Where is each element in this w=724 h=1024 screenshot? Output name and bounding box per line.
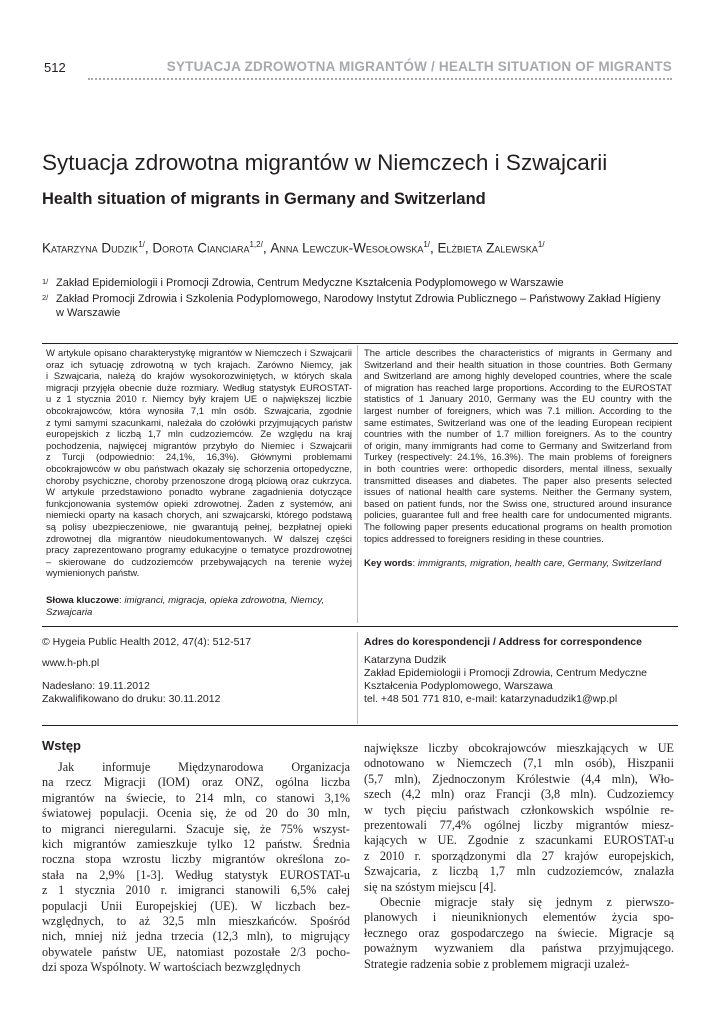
abstract-divider — [357, 345, 358, 623]
affiliation-mark: 2/ — [42, 293, 49, 302]
affiliation-text: Zakład Epidemiologii i Promocji Zdrowia, Centrum Medyczne Kształcenia Podyplomowego w Warszawie — [56, 277, 564, 289]
text-line: of origin, many immigrants had come to Germany and Switzerland from — [364, 439, 672, 451]
affiliation-mark: 1/ — [42, 277, 49, 286]
correspondence-contact: tel. +48 501 771 810, e-mail: katarzynadudzik1@wp.pl — [364, 693, 618, 705]
text-line: (5,7 mln), Zjednoczonym Królestwie (4,4 mln), Wło- — [364, 771, 674, 786]
section-heading: Wstęp — [42, 738, 81, 753]
text-line: countries with the number of 1.7 million foreigners. As to the country — [364, 428, 672, 440]
text-line: to migranci nieregularni. Szacuje się, że 75% wszyst- — [42, 821, 350, 836]
abstract-polish — [46, 347, 352, 579]
text-line: na rzecz Migracji (IOM) oraz ONZ, ogólna liczba — [42, 775, 350, 790]
correspondence-heading: Adres do korespondencji / Address for correspondence — [364, 636, 642, 648]
text-line: się na szóstym miejscu [4]. — [364, 879, 497, 894]
text-line: populacji Unii Europejskiej (UE). W liczbach bez- — [42, 898, 350, 913]
keywords-english: Key words: immigrants, migration, health care, Germany, Switzerland — [364, 558, 662, 569]
author-name: Dorota Cianciara — [152, 240, 250, 256]
text-line: Jak informuje Międzynarodowa Organizacja — [58, 760, 350, 774]
text-line: w tych pięciu państwach członkowskich wspólnie re- — [364, 802, 674, 817]
text-line: Turkey (respectively: 24.1%, 16.3%). The main problems of foreigners — [364, 451, 672, 463]
body-column-right — [364, 741, 674, 972]
text-line: obcokrajowców w obu państwach okazały się schorzenia ortopedyczne, — [46, 462, 352, 474]
text-line: stała na 2,9% [1-3]. Według statystyk EUROSTAT-u — [42, 867, 350, 882]
text-line: u z 1 stycznia 2010 r. Niemcy były krajem UE o największej liczbie — [46, 393, 352, 405]
correspondence-info — [364, 636, 680, 706]
text-line: W artykule opisano charakterystykę migrantów w Niemczech i Szwajcarii — [46, 347, 352, 358]
text-line: względnych, to aż 32,5 mln mieszkańców. Spośród — [42, 914, 350, 929]
text-line: planowych i nieuniknionych elementów życia spo- — [364, 910, 674, 925]
title-english: Health situation of migrants in Germany and Switzerland — [42, 190, 486, 208]
text-line: z tymi samymi szacunkami, należała do czołówki przyjmujących państw — [46, 416, 352, 428]
text-line: łecznego oraz gospodarczego na świecie. Migracje są — [364, 925, 674, 940]
text-line: issues of national health care systems. Neither the Germany system, — [364, 486, 672, 498]
text-line: funkcjonowania systemów opieki zdrowotnej. Żaden z systemów, ani — [46, 497, 352, 509]
page-number: 512 — [44, 60, 66, 75]
text-line: największe liczby obcokrajowców mieszkających w UE — [364, 741, 674, 755]
text-line: in both countries were: orthopedic disorders, mental illness, sexually — [364, 462, 672, 474]
author-name: Katarzyna Dudzik — [42, 240, 139, 256]
title-polish: Sytuacja zdrowotna migrantów w Niemczech i Szwajcarii — [42, 150, 608, 175]
text-line: topics addressed to foreigners residing in these countries. — [364, 532, 604, 544]
keywords-polish: Słowa kluczowe: imigranci, migracja, opieka zdrowotna, Niemcy, Szwajcaria — [46, 595, 325, 618]
correspondence-name: Katarzyna Dudzik — [364, 654, 447, 666]
text-line: dzi spoza Wspólnoty. W wartościach bezwzględnych — [42, 960, 301, 975]
author-name: Anna Lewczuk-Wesołowska — [270, 240, 424, 256]
text-line: Obecnie migracje stały się jednym z pierwszo- — [380, 895, 674, 910]
accepted-date: Zakwalifikowano do druku: 30.11.2012 — [42, 693, 221, 705]
text-line: i Szwajcaria, należą do krajów wysokorozwiniętych, w których skala — [46, 370, 352, 382]
text-line: of migration has reached large proportions. According to the EUROSTAT — [364, 381, 672, 393]
text-line: nich, mniej niż jedna trzecia (12,3 mln), to migrujący — [42, 929, 350, 944]
info-bottom-rule — [42, 725, 678, 726]
keywords-label: Key words — [364, 558, 413, 569]
text-line: Switzerland and their health situation in those countries. Both Germany — [364, 358, 672, 370]
text-line: z Turcji (odpowiednio: 24,1%, 16,3%). Głównymi problemami — [46, 451, 352, 463]
journal-website[interactable]: www.h-ph.pl — [42, 657, 100, 669]
text-line: roczna stopa wzrostu liczby migrantów określona zo- — [42, 852, 350, 867]
text-line: largest number of foreigners, which was 7.1 million. According to the — [364, 404, 672, 416]
author-affiliation-mark: 1/ — [423, 240, 431, 249]
text-line: transmitted diseases and diabetes. The paper also presents selected — [364, 474, 672, 486]
text-line: migrantów na świecie, to 214 mln, co stanowi 3,1% — [42, 790, 350, 805]
text-line: światowej populacji. Ocenia się, że od 20 do 30 mln, — [42, 806, 350, 821]
text-line: poważnym wyzwaniem dla państwa przyjmującego. — [364, 941, 674, 956]
text-line: z 2010 r. sporządzonymi dla 27 krajów europejskich, — [364, 848, 674, 863]
text-line: and Switzerland are among highly developed countries, where the scale — [364, 370, 672, 382]
publication-info — [42, 636, 342, 706]
abstract-english — [364, 347, 672, 544]
text-line: W artykule przedstawiono ponadto wybrane zagadnienia dotyczące — [46, 486, 352, 498]
author-separator: , — [430, 240, 438, 256]
author-affiliation-mark: 1/ — [537, 240, 545, 249]
text-line: The following paper presents educational programs on health promotion — [364, 520, 672, 532]
text-line: based on patient funds, nor the Swiss one, structured around insurance — [364, 497, 672, 509]
text-line: pracy zaprezentowano programy edukacyjne o tematyce prozdrowotnej — [46, 544, 352, 556]
text-line: Strategie radzenia sobie z problemem migracji uzależ- — [364, 956, 630, 971]
text-line: The article describes the characteristics of migrants in Germany and — [364, 347, 672, 358]
text-line: niemiecki oparty na kasach chorych, ani szwajcarski, którego podstawą — [46, 509, 352, 521]
author-separator: , — [144, 240, 153, 256]
page-header — [44, 58, 672, 78]
keywords-label: Słowa kluczowe — [46, 595, 120, 606]
text-line: same estimates, Switzerland was one of the leading European recipient — [364, 416, 672, 428]
text-line: oraz ich sytuację zdrowotną w tych krajach. Zarówno Niemcy, jak — [46, 358, 352, 370]
text-line: z 1 stycznia 2010 r. imigranci stanowili 6,5% całej — [42, 883, 350, 898]
text-line: choroby psychiczne, choroby przenoszone drogą płciową oraz cukrzyca. — [46, 474, 352, 486]
text-line: kich migrantów zamieszkuje tylko 12 państw. Średnia — [42, 837, 350, 852]
correspondence-address: Zakład Epidemiologii i Promocji Zdrowia, Centrum Medyczne — [364, 667, 648, 679]
author-affiliation-mark: 1/ — [138, 240, 145, 249]
text-line: statistics of 1 January 2010, Germany was the EU country with the — [364, 393, 672, 405]
text-line: są polisy ubezpieczeniowe, nie gwarantują pełnej, bezpłatnej opieki — [46, 520, 352, 532]
header-divider — [88, 78, 672, 80]
text-line: obywatele państw UE, natomiast pozostałe 2/3 pocho- — [42, 944, 350, 959]
text-line: europejskich z liczbą 1,7 mln cudzoziemców. Ze względu na kraj — [46, 428, 352, 440]
text-line: wymienionych państw. — [46, 567, 140, 579]
text-line: prezentowali 77,4% ogólnej liczby migrantów miesz- — [364, 818, 674, 833]
running-title: SYTUACJA ZDROWOTNA MIGRANTÓW / HEALTH SITUATION OF MIGRANTS — [166, 59, 672, 74]
author-name: Elżbieta Zalewska — [437, 240, 538, 256]
text-line: migracji przyjęła obecnie duże rozmiary. Według statystyk EUROSTAT- — [46, 381, 352, 393]
author-affiliation-mark: 1,2/ — [249, 240, 263, 249]
text-line: kających w UE. Zgodnie z szacunkami EUROSTAT-u — [364, 833, 674, 848]
copyright-line: © Hygeia Public Health 2012, 47(4): 512-517 — [42, 636, 252, 648]
correspondence-address: Kształcenia Podyplomowego, Warszawa — [364, 680, 553, 692]
keywords-text: imigranci, migracja, opieka zdrowotna, Niemcy, Szwajcaria — [46, 595, 325, 618]
text-line: policies, guarantee full and free health care for undocumented migrants. — [364, 509, 672, 521]
affiliation-text: Zakład Promocji Zdrowia i Szkolenia Podyplomowego, Narodowy Instytut Zdrowia Publicznego – Państwowy Zakład Higieny w Warszawie — [56, 293, 661, 319]
text-line: – skierowane do cudzoziemców przebywających na terenie wyżej — [46, 555, 352, 567]
author-list — [42, 240, 545, 256]
received-date: Nadesłano: 19.11.2012 — [42, 680, 150, 692]
text-line: Szwajcaria, z liczbą 1,7 mln cudzoziemców, znalazła — [364, 864, 674, 879]
text-line: zdrowotnej dla migrantów nieudokumentowanych. W dalszej części — [46, 532, 352, 544]
text-line: szech (4,2 mln) oraz Francji (3,8 mln). Cudzoziemcy — [364, 787, 674, 802]
keywords-text: immigrants, migration, health care, Germany, Switzerland — [417, 558, 662, 569]
info-divider — [357, 632, 358, 724]
body-column-left — [42, 760, 350, 976]
text-line: odnotowano w Niemczech (7,1 mln osób), Hiszpanii — [364, 756, 674, 771]
text-line: pochodzenia, najwięcej migrantów przybyło do Niemiec i Szwajcarii — [46, 439, 352, 451]
author-separator: , — [262, 240, 271, 256]
text-line: obcokrajowców, która wynosiła 7,1 mln osób. Szwajcaria, zgodnie — [46, 404, 352, 416]
